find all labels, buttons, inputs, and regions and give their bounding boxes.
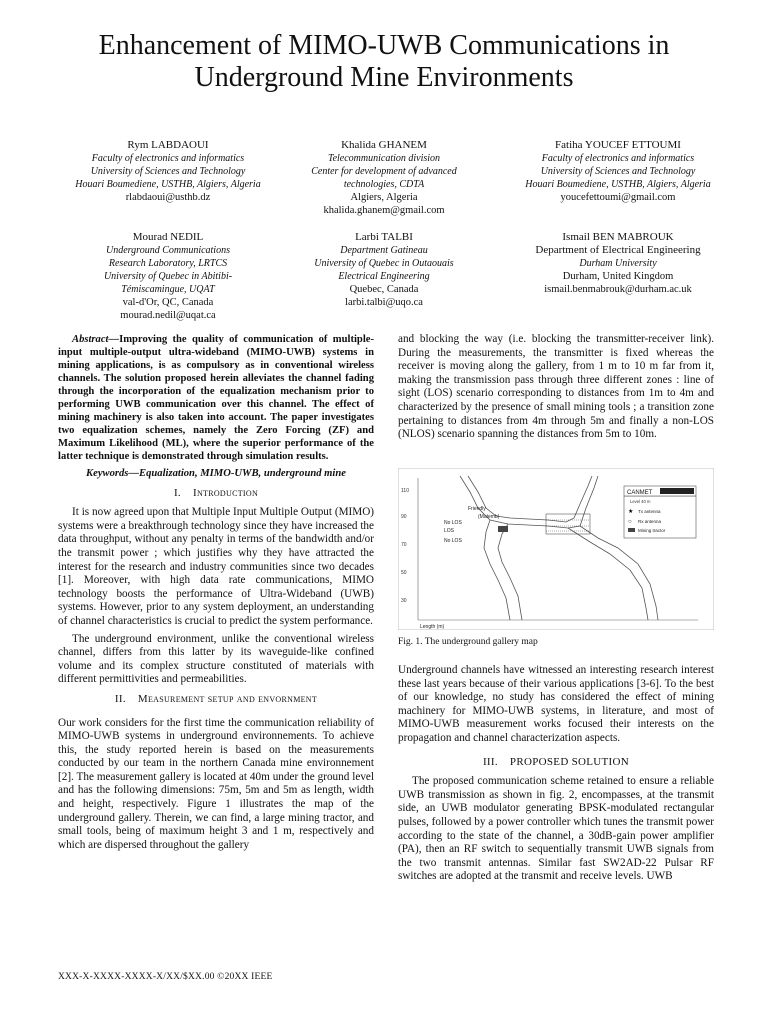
right-column-top (398, 333, 714, 446)
abstract-label: Abstract— (72, 334, 120, 345)
author-email: mourad.nedil@uqat.ca (120, 310, 216, 321)
author-name: Ismail BEN MABROUK (562, 231, 674, 243)
author-location: Durham, United Kingdom (562, 271, 674, 282)
author-block-4 (58, 230, 278, 322)
map-label: (Matemb) (478, 514, 500, 520)
section-heading-introduction: I. Introduction (173, 486, 259, 499)
author-affiliation: Houari Boumediene, USTHB, Algiers, Algeria (525, 179, 711, 190)
author-email: larbi.talbi@uqo.ca (345, 297, 423, 308)
section-heading-measurement: II. Measurement setup and envornment (114, 692, 318, 705)
author-location: Quebec, Canada (349, 284, 419, 295)
y-tick: 50 (401, 570, 407, 576)
map-label: No LOS (444, 520, 462, 526)
abstract-text: Improving the quality of communication of multiple-input multiple-output ultra-wideband (MIMO-UWB) systems in mining applications, is as compulsory as in conventional wireless channels. The solution proposed herein alleviates the channel fading through the incorporation of the equalization mechanism prior to performing UWB communication over this channel. The effect of mining machinery is also taken into account. The paper investigates two equalization schemes, namely the Zero Forcing (ZF) and Maximum Likelihood (ML), where the superior performance of the latter technique is demonstrated through simulation results. (58, 334, 374, 462)
author-location: val-d'Or, QC, Canada (122, 297, 214, 308)
author-affiliation: Underground Communications (106, 245, 230, 256)
author-affiliation: Department Gatineau (340, 245, 428, 256)
brand-bar-icon (660, 488, 694, 494)
star-icon: ★ (628, 509, 634, 515)
map-label: No LOS (444, 538, 462, 544)
author-email: rlabdaoui@usthb.dz (125, 192, 211, 203)
author-email: youcefettoumi@gmail.com (560, 192, 676, 203)
legend-entry: Tx antenna (638, 509, 661, 514)
author-affiliation: technologies, CDTA (343, 179, 425, 190)
author-block-1 (58, 138, 278, 204)
paper-title: Enhancement of MIMO-UWB Communications in Underground Mine Environments (98, 30, 670, 93)
author-affiliation: Durham University (579, 258, 657, 269)
y-tick: 70 (401, 542, 407, 548)
author-name: Rym LABDAOUI (127, 139, 209, 151)
author-name: Fatiha YOUCEF ETTOUMI (555, 139, 681, 151)
left-column (58, 333, 374, 856)
author-block-5 (274, 230, 494, 309)
figure-gallery-map (398, 468, 714, 630)
author-location: Algiers, Algeria (350, 192, 418, 203)
author-affiliation: Telecommunication division (327, 153, 441, 164)
mining-tractor (498, 526, 508, 532)
y-tick: 110 (401, 488, 409, 494)
legend-entry: Mining tractor (638, 528, 666, 533)
tractor-icon (628, 528, 635, 532)
author-affiliation: Center for development of advanced (311, 166, 457, 177)
y-tick: 90 (401, 514, 407, 520)
circle-icon: ○ (628, 519, 632, 525)
author-affiliation: University of Quebec in Outaouais (314, 258, 454, 269)
keywords: Keywords—Equalization, MIMO-UWB, underground mine (86, 468, 346, 479)
axis-label: Length (m) (420, 624, 445, 630)
author-name: Khalida GHANEM (341, 139, 427, 151)
abstract (58, 333, 374, 463)
figure-legend (624, 486, 696, 538)
author-affiliation: Research Laboratory, LRTCS (108, 258, 228, 269)
author-name: Larbi TALBI (355, 231, 413, 243)
figure-caption: Fig. 1. The underground gallery map (398, 637, 538, 647)
paragraph: and blocking the way (i.e. blocking the transmitter-receiver link). During the measurements, the transmitter is fixed whereas the receiver is moving along the gallery, from 1 m to 10 m far from it, making the transmission pass through three different zones : line of sight (LOS) scenario corresponding to distances from 1m to 4m and characterized by the presence of small mining tools ; a transition zone pertaining to distances from 4m through 5m and finally a non-LOS (NLOS) scenario spanning the distances from 5m to 10m. (398, 333, 714, 441)
copyright-footer: XXX-X-XXXX-XXXX-X/XX/$XX.00 ©20XX IEEE (58, 972, 273, 982)
author-email: khalida.ghanem@gmail.com (323, 205, 445, 216)
author-affiliation: Department of Electrical Engineering (535, 244, 701, 256)
author-block-6 (508, 230, 728, 296)
paragraph: It is now agreed upon that Multiple Input Multiple Output (MIMO) systems were a breakthrough technology since they have increased the data throughput, without any penalty in terms of the bandwidth and/or the transmit power ; which justifies why they have attracted the interest for the research and industry communities since two decades [1]. Moreover, with high data rate communications, MIMO technology boosts the performance of Ultra-Wideband (UWB) systems. However, prior to any system deployment, an understanding of channel characteristics is crucial to predict the system performance. (58, 506, 374, 627)
author-affiliation: Houari Boumediene, USTHB, Algiers, Algeria (75, 179, 261, 190)
legend-brand: CANMET (627, 490, 653, 496)
gallery-map-image (398, 468, 714, 630)
author-affiliation: Faculty of electronics and informatics (91, 153, 245, 164)
author-affiliation: University of Quebec in Abitibi- (103, 271, 233, 282)
y-tick: 30 (401, 598, 407, 604)
paragraph: The underground environment, unlike the conventional wireless channel, differs from this latter by its waveguide-like confined volume and its complex structure constituted of materials with different permittivities and permeabilities. (58, 632, 374, 686)
legend-level: Level 40 m (630, 499, 651, 504)
author-affiliation: Faculty of electronics and informatics (541, 153, 695, 164)
author-affiliation: University of Sciences and Technology (540, 166, 696, 177)
author-affiliation: Témiscamingue, UQAT (121, 284, 215, 295)
legend-entry: Rx antenna (638, 519, 662, 524)
map-label: Friendly (468, 506, 486, 512)
right-column-bottom (398, 664, 714, 888)
author-block-2 (274, 138, 494, 217)
section-heading-proposed-solution: III. PROPOSED SOLUTION (482, 755, 630, 768)
author-affiliation: Electrical Engineering (338, 271, 430, 282)
map-label: LOS (444, 528, 455, 534)
paragraph: Underground channels have witnessed an interesting research interest these last years because of their various applications [3-6]. To the best of our knowledge, no study has considered the effect of mining machinery for MIMO-UWB systems, in literature, and most of MIMO-UWB measurement works focused their interests on the propagation and channel characterization aspects. (398, 664, 714, 744)
paragraph: Our work considers for the first time the communication reliability of MIMO-UWB systems in underground environnements. To achieve this, the study reported herein is based on the measurements conducted by our team in the northern Canada mine environnement [2]. The measurement gallery is located at 40m under the ground level and has the following dimensions: 75m, 5m and 5m as length, width and height, respectively. Figure 1 illustrates the map of the underground gallery. Therein, we can find, a large mining tractor, and small tools, being of maximum height 3 and 1 m, respectively and which are dispersed throughout the gallery (58, 716, 374, 851)
author-name: Mourad NEDIL (132, 231, 204, 243)
author-email: ismail.benmabrouk@durham.ac.uk (544, 284, 692, 295)
paragraph: The proposed communication scheme retained to ensure a reliable UWB transmission as shown in fig. 2, encompasses, at the transmit side, an UWB modulator generating BPSK-modulated rectangular pulses, followed by a power controller which tunes the transmit power according to the state of the channel, a 30dB-gain power amplifier (PA), then an RF switch to sequentially transmit UWB signals from the two transmit antennas. Similar fast SW2AD-22 Pulsar RF switches are adopted at the transmit and receive levels. UWB (398, 775, 714, 883)
author-block-3 (508, 138, 728, 204)
author-affiliation: University of Sciences and Technology (90, 166, 246, 177)
